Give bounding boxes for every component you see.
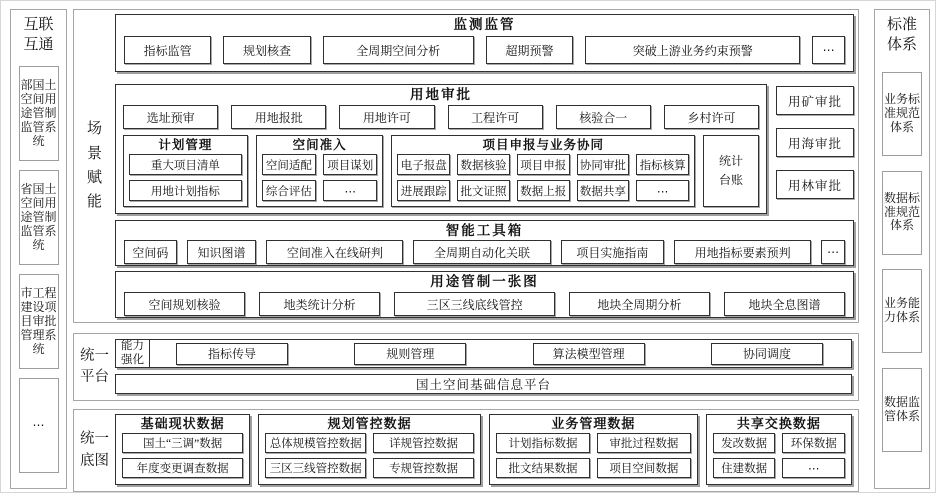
toolbox-chip: 项目实施指南 — [561, 240, 664, 264]
project-chip: 数据上报 — [517, 180, 570, 201]
data-chip: 总体规模管控数据 — [265, 433, 366, 453]
system-item: 省国土空间用途管制监管系统 — [19, 170, 59, 265]
onemap-chip: 空间规划核验 — [124, 292, 245, 316]
capability-chip: 规则管理 — [354, 343, 466, 365]
toolbox-chips — [116, 240, 853, 264]
data-chip: ⋯ — [782, 458, 845, 478]
data-group-grid — [116, 432, 249, 484]
data-chip: 环保数据 — [782, 433, 845, 453]
left-sidebar-items — [11, 58, 66, 483]
system-item: 市工程建设项目审批管理系统 — [19, 274, 59, 369]
onemap-chips — [116, 292, 853, 316]
project-chip: 进展跟踪 — [397, 180, 450, 201]
monitor-chip: 指标监管 — [124, 36, 211, 64]
data-group — [115, 414, 250, 485]
project-chip: ⋯ — [636, 180, 689, 201]
toolbox-chip: 全周期自动化关联 — [413, 240, 550, 264]
toolbox-chip: 空间码 — [124, 240, 177, 264]
standard-item: 业务标准规范体系 — [882, 72, 922, 156]
toolbox-chip: 知识图谱 — [187, 240, 257, 264]
basemap-groups — [115, 410, 858, 491]
monitor-chips — [116, 36, 853, 64]
onemap-chip: 地块全息图谱 — [724, 292, 845, 316]
monitor-chip: 规划核查 — [223, 36, 310, 64]
basemap-section — [73, 409, 859, 492]
data-chip: 计划指标数据 — [496, 433, 590, 453]
access-chip: 综合评估 — [262, 180, 316, 201]
approval-box — [115, 84, 767, 214]
data-chip: 项目空间数据 — [597, 458, 691, 478]
monitor-title: 监测监管 — [453, 17, 516, 32]
data-group-grid — [707, 432, 851, 484]
project-chip: 电子报盘 — [397, 154, 450, 175]
monitor-chip: 突破上游业务约束预警 — [585, 36, 800, 64]
standard-item: 业务能力体系 — [882, 269, 922, 353]
approval-chip: 用地许可 — [339, 105, 434, 129]
access-group — [256, 135, 384, 207]
monitor-chip: 全周期空间分析 — [323, 36, 474, 64]
approval-chip: 核验合一 — [556, 105, 651, 129]
data-group — [258, 414, 481, 485]
data-chip: 审批过程数据 — [597, 433, 691, 453]
approval-groups — [116, 135, 766, 207]
access-chip: ⋯ — [323, 180, 377, 201]
toolbox-chip: 用地指标要素预判 — [674, 240, 811, 264]
data-group-title: 基础现状数据 — [140, 416, 225, 431]
approval-chip: 乡村许可 — [664, 105, 759, 129]
approval-chip: 用地报批 — [231, 105, 326, 129]
project-chip: 指标核算 — [636, 154, 689, 175]
plan-group — [123, 135, 248, 207]
standard-item: 数据监管体系 — [882, 368, 922, 452]
monitor-box — [115, 14, 854, 72]
approval-title: 用地审批 — [410, 87, 472, 102]
system-item: 部国土空间用途管制监管系统 — [19, 66, 59, 161]
base-platform-box: 国土空间基础信息平台 — [115, 374, 852, 394]
scene-body — [115, 10, 858, 322]
approval-row — [115, 84, 854, 214]
data-group-grid — [259, 432, 480, 484]
approval-chip: 选址预审 — [123, 105, 218, 129]
project-chip: 数据核验 — [457, 154, 510, 175]
side-approval-box: 用海审批 — [776, 128, 854, 157]
approval-chips-row1 — [116, 105, 766, 129]
left-sidebar — [10, 9, 67, 489]
access-chip: 空间适配 — [262, 154, 316, 175]
data-chip: 批文结果数据 — [496, 458, 590, 478]
side-approval-box: 用林审批 — [776, 170, 854, 199]
access-group-title: 空间准入 — [292, 138, 347, 152]
plan-group-title: 计划管理 — [158, 138, 213, 152]
monitor-chip: 超期预警 — [486, 36, 573, 64]
project-chip: 协同审批 — [577, 154, 630, 175]
approval-chip: 工程许可 — [448, 105, 543, 129]
side-approval-box: 用矿审批 — [776, 86, 854, 115]
scene-label-column — [74, 10, 115, 322]
onemap-chip: 三区三线底线管控 — [394, 292, 555, 316]
toolbox-chip: ⋯ — [821, 240, 845, 264]
capability-label: 能力强化 — [116, 340, 150, 367]
toolbox-title: 智能工具箱 — [445, 223, 524, 238]
scene-section — [73, 9, 859, 323]
toolbox-chip: 空间准入在线研判 — [266, 240, 403, 264]
center-column — [73, 9, 859, 488]
access-group-grid — [257, 153, 383, 206]
data-group-title: 共享交换数据 — [736, 416, 821, 431]
project-chip: 批文证照 — [457, 180, 510, 201]
data-chip: 国土“三调”数据 — [122, 433, 243, 453]
onemap-box — [115, 271, 854, 318]
capability-chips — [150, 340, 851, 367]
onemap-title: 用途管制一张图 — [430, 274, 539, 289]
system-item: ⋯ — [19, 378, 59, 473]
right-sidebar — [874, 9, 930, 489]
project-group-grid — [392, 153, 694, 206]
project-chip: 项目申报 — [517, 154, 570, 175]
standard-item: 数据标准规范体系 — [882, 171, 922, 255]
platform-label-column — [74, 334, 115, 400]
toolbox-box — [115, 220, 854, 266]
plan-chip: 用地计划指标 — [129, 180, 242, 201]
capability-chip: 协同调度 — [711, 343, 823, 365]
project-group-title: 项目申报与业务协同 — [482, 138, 604, 152]
capability-chip: 算法模型管理 — [533, 343, 645, 365]
data-group-title: 规划管控数据 — [327, 416, 412, 431]
project-chip: 数据共享 — [577, 180, 630, 201]
data-chip: 三区三线管控数据 — [265, 458, 366, 478]
data-group-grid — [490, 432, 697, 484]
monitor-chip: ⋯ — [812, 36, 845, 64]
onemap-chip: 地类统计分析 — [259, 292, 380, 316]
right-sidebar-title: 标准体系 — [886, 17, 917, 54]
data-chip: 年度变更调查数据 — [122, 458, 243, 478]
plan-chip: 重大项目清单 — [129, 154, 242, 175]
platform-section — [73, 333, 859, 401]
data-chip: 住建数据 — [713, 458, 776, 478]
data-chip: 详规管控数据 — [373, 433, 474, 453]
data-chip: 专规管控数据 — [373, 458, 474, 478]
data-group — [706, 414, 852, 485]
platform-label: 统一平台 — [80, 347, 109, 385]
basemap-label: 统一底图 — [80, 431, 109, 469]
scene-label: 场景赋能 — [86, 121, 102, 211]
left-sidebar-title: 互联互通 — [23, 17, 54, 54]
right-sidebar-items — [875, 58, 929, 467]
ledger-box: 统计台账 — [703, 135, 759, 207]
platform-body — [115, 334, 858, 400]
plan-group-grid — [124, 153, 247, 206]
data-group — [489, 414, 698, 485]
onemap-chip: 地块全周期分析 — [569, 292, 710, 316]
other-approvals-column — [776, 84, 854, 214]
basemap-label-column — [74, 410, 115, 491]
capability-row — [115, 339, 852, 368]
data-chip: 发改数据 — [713, 433, 776, 453]
access-chip: 项目谋划 — [323, 154, 377, 175]
data-group-title: 业务管理数据 — [551, 416, 636, 431]
project-group — [391, 135, 695, 207]
capability-chip: 指标传导 — [176, 343, 288, 365]
